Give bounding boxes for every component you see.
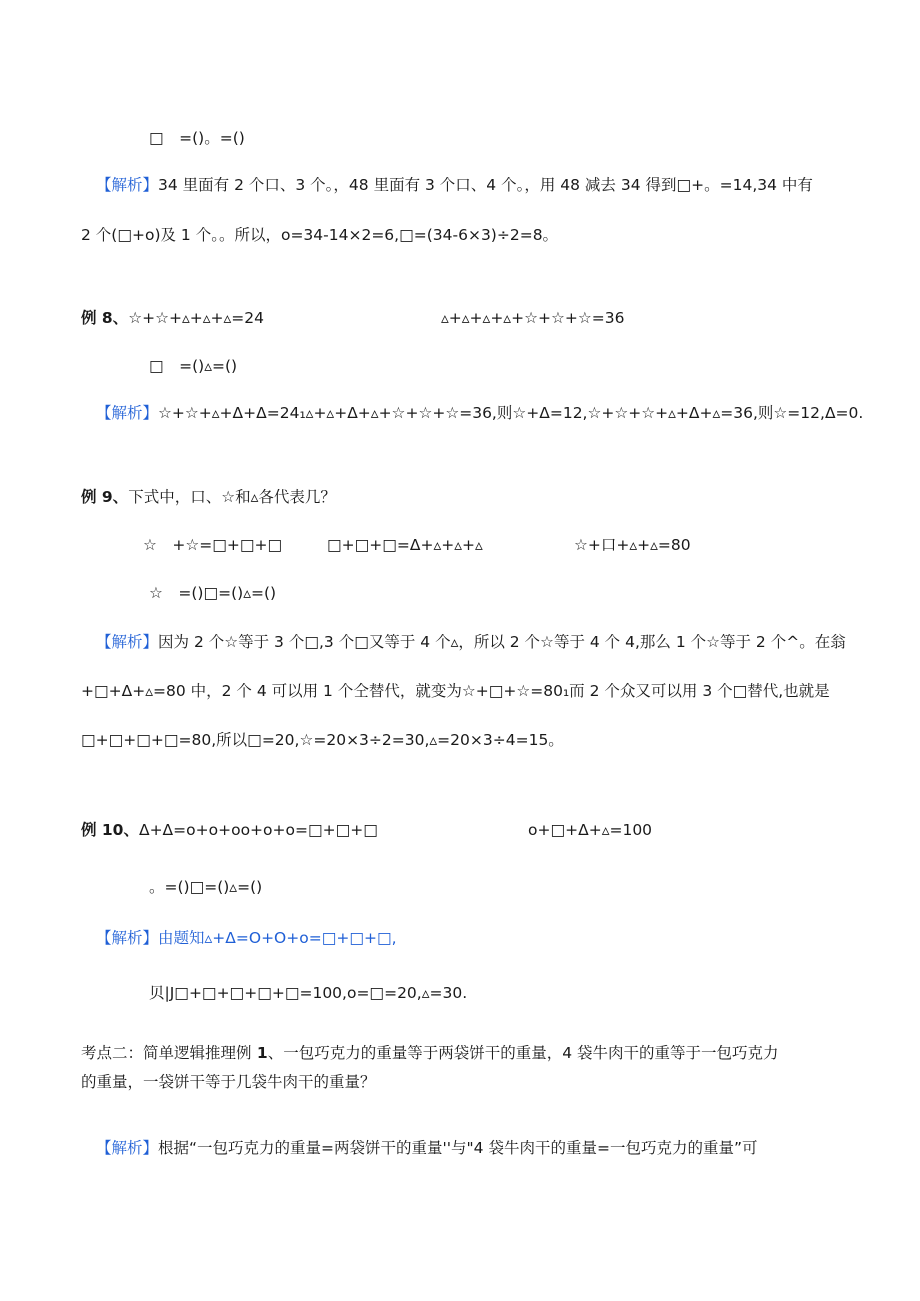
example-9-label: 例 9、 (81, 488, 129, 506)
solution-ex7-line1: 【解析】34 里面有 2 个口、3 个。，48 里面有 3 个口、4 个。，用 48 减去 34 得到□+。=14,34 中有 (96, 176, 813, 194)
example-10-heading (81, 819, 378, 841)
key-point-2-line1: 考点二：简单逻辑推理例 1、一包巧克力的重量等于两袋饼干的重量，4 袋牛肉干的重等于一包巧克力 (81, 1044, 779, 1062)
example-9-heading (81, 486, 336, 508)
analysis-tag: 【解析】 (96, 929, 159, 947)
key-point-2-line2: 的重量，一袋饼干等于几袋牛肉干的重量？ (81, 1073, 376, 1091)
example-8-heading (81, 307, 264, 329)
solution-ex10-line1: 【解析】由题知▵+Δ=O+O+o=□+□+□, (96, 929, 397, 947)
example-10-equation-2: o+□+Δ+▵=100 (528, 821, 653, 839)
answer-blank-ex7: □ =()。=() (149, 129, 245, 147)
example-10-label: 例 10、 (81, 821, 139, 839)
solution-ex8: 【解析】☆+☆+▵+Δ+Δ=24₁▵+▵+Δ+▵+☆+☆+☆=36,则☆+Δ=12,☆+☆+☆+▵+Δ+▵=36,则☆=12,Δ=0. (96, 404, 864, 422)
solution-ex9-line1: 【解析】因为 2 个☆等于 3 个□,3 个□又等于 4 个▵，所以 2 个☆等于 4 个 4,那么 1 个☆等于 2 个^。在翁 (96, 633, 846, 651)
answer-blank-ex9: ☆ =()□=()▵=() (149, 584, 277, 602)
example-9-equation-3: ☆+口+▵+▵=80 (574, 536, 691, 554)
example-9-equation-2: □+□+□=Δ+▵+▵+▵ (327, 536, 483, 554)
example-8-equation-2: ▵+▵+▵+▵+☆+☆+☆=36 (441, 309, 625, 327)
analysis-tag: 【解析】 (96, 404, 159, 422)
analysis-tag: 【解析】 (96, 633, 159, 651)
solution-ex7-line2: 2 个(□+o)及 1 个。。所以，o=34-14×2=6,□=(34-6×3)÷2=8。 (81, 226, 559, 244)
example-8-label: 例 8、 (81, 309, 129, 327)
solution-key-point-2: 【解析】根据“一包巧克力的重量=两袋饼干的重量''与"4 袋牛肉干的重量=一包巧克力的重量”可 (96, 1139, 758, 1157)
solution-ex9-line3: □+□+□+□=80,所以□=20,☆=20×3÷2=30,▵=20×3÷4=15。 (81, 731, 564, 749)
example-9-question: 下式中，口、☆和▵各代表几？ (128, 488, 336, 506)
solution-ex10-line2: 贝|J□+□+□+□+□=100,o=□=20,▵=30. (149, 984, 468, 1002)
example-8-equation-1: ☆+☆+▵+▵+▵=24 (128, 309, 264, 327)
answer-blank-ex8: □ =()▵=() (149, 357, 238, 375)
analysis-tag: 【解析】 (96, 1139, 159, 1157)
example-9-equation-1: ☆ +☆=□+□+□ (143, 536, 283, 554)
answer-blank-ex10: 。=()□=()▵=() (149, 878, 263, 896)
solution-ex9-line2: +□+Δ+▵=80 中，2 个 4 可以用 1 个仝替代，就变为☆+□+☆=80₁而 2 个众又可以用 3 个□替代,也就是 (81, 682, 830, 700)
analysis-tag: 【解析】 (96, 176, 159, 194)
example-10-equation-1: Δ+Δ=o+o+oo+o+o=□+□+□ (138, 821, 378, 839)
